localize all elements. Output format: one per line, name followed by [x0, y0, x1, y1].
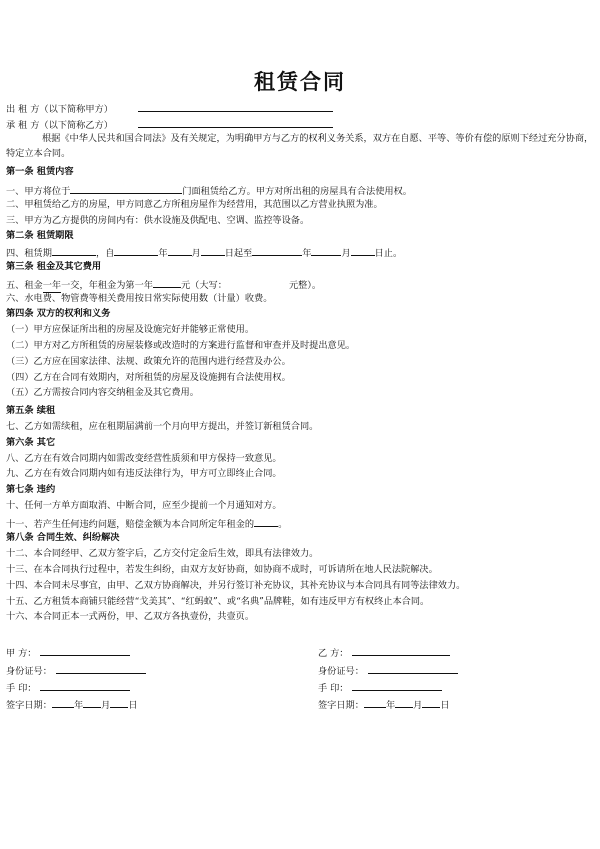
party-b-line: [318, 645, 450, 660]
start-year-blank[interactable]: [114, 245, 158, 256]
party-b-date-line: [318, 697, 450, 712]
start-month-label: 月: [191, 248, 201, 259]
party-b-seal-blank[interactable]: [352, 680, 442, 691]
party-b-year-blank[interactable]: [364, 697, 386, 708]
party-b-month-label: 月: [413, 700, 423, 711]
penalty-ratio-blank[interactable]: [254, 516, 278, 527]
payment-cycle-value: 一年: [42, 280, 62, 291]
right-item-1: （一）甲方应保证所出租的房屋及设施完好并能够正常使用。: [6, 324, 255, 335]
party-a-id-label: 身份证号：: [6, 666, 52, 677]
party-a-month-label: 月: [101, 700, 111, 711]
preamble: 根据《中华人民共和国合同法》及有关规定，为明确甲方与乙方的权利义务关系，双方在自愿、平等、等价有偿的原则下经过充分协商，特定立本合同。: [6, 133, 594, 159]
article-6-title: 第六条 其它: [6, 437, 56, 448]
party-a-date-label: 签字日期：: [6, 700, 52, 711]
party-a-month-blank[interactable]: [83, 697, 101, 708]
start-day-label: 日起至: [224, 248, 253, 259]
right-item-5: （五）乙方需按合同内容交纳租金及其它费用。: [6, 387, 199, 398]
end-month-label: 月: [341, 248, 351, 259]
shop-location-blank[interactable]: [70, 183, 182, 194]
clause-6: 六、水电费、物管费等相关费用按日常实际使用数（计量）收费。: [6, 293, 273, 304]
party-b-label: 乙 方：: [318, 648, 349, 659]
party-a-day-label: 日: [128, 700, 138, 711]
end-day-label: 日止。: [374, 248, 403, 259]
clause-1-text-a: 一、甲方将位于: [6, 186, 71, 197]
party-a-name-blank[interactable]: [40, 645, 130, 656]
term-label: 四、租赁期: [6, 248, 52, 259]
clause-1: [6, 183, 412, 198]
clause-7: 七、乙方如需续租，应在租期届满前一个月向甲方提出，并签订新租赁合同。: [6, 421, 319, 432]
lessor-line: [6, 101, 333, 116]
clause-2: 二、甲租赁给乙方的房屋，甲方同意乙方所租房屋作为经营用，其范围以乙方营业执照为准。: [6, 199, 383, 210]
clause-9: 九、乙方在有效合同期内如有违反法律行为，甲方可立即终止合同。: [6, 468, 282, 479]
rent-amount-blank[interactable]: [153, 277, 181, 288]
rent-amount-label: 一交，年租金为第一年: [61, 280, 153, 291]
end-month-blank[interactable]: [311, 245, 341, 256]
party-a-day-blank[interactable]: [110, 697, 128, 708]
article-4-title: 第四条 双方的权利和义务: [6, 308, 111, 319]
right-item-3: （三）乙方应在国家法律、法规、政策允许的范围内进行经营及办公。: [6, 356, 291, 367]
article-3-title: 第三条 租金及其它费用: [6, 261, 102, 272]
lessor-label: 出 租 方（以下简称甲方）: [6, 104, 113, 115]
term-from-label: ，自: [95, 248, 115, 259]
party-b-month-blank[interactable]: [395, 697, 413, 708]
rent-label: 五、租金: [6, 280, 43, 291]
clause-12: 十二、本合同经甲、乙双方签字后，乙方交付定金后生效，即具有法律效力。: [6, 548, 319, 559]
party-a-seal-line: [6, 680, 130, 695]
start-day-blank[interactable]: [201, 245, 225, 256]
clause-14: 十四、本合同未尽事宜，由甲、乙双方协商解决，并另行签订补充协议，其补充协议与本合同具有同等法律效力。: [6, 580, 466, 591]
party-b-id-line: [318, 663, 458, 678]
party-b-year-label: 年: [385, 700, 396, 711]
clause-11-text: 十一、若产生任何违约问题，赔偿金额为本合同所定年租金的: [6, 519, 255, 530]
article-5-title: 第五条 续租: [6, 405, 56, 416]
clause-1-text-b: 门面租赁给乙方。甲方对所出租的房屋具有合法使用权。: [182, 186, 412, 197]
party-a-year-blank[interactable]: [52, 697, 74, 708]
article-1-title: 第一条 租赁内容: [6, 166, 74, 177]
clause-15: 十五、乙方租赁本商铺只能经营“戈美其”、“红蚂蚁”、或“名典”品牌鞋，如有违反甲方有权终止本合同。: [6, 596, 430, 607]
start-year-label: 年: [158, 248, 168, 259]
rent-capital-label: 元（大写：: [181, 280, 227, 291]
clause-8: 八、乙方在有效合同期内如需改变经营性质须和甲方保持一致意见。: [6, 453, 282, 464]
clause-4: [6, 245, 402, 260]
lessee-line: [6, 117, 333, 132]
clause-3: 三、甲方为乙方提供的房间内有：供水设施及供配电、空调、监控等设备。: [6, 215, 310, 226]
clause-11-end: 。: [278, 519, 288, 530]
party-a-id-line: [6, 663, 146, 678]
clause-16: 十六、本合同正本一式两份，甲、乙双方各执壹份，共壹页。: [6, 611, 255, 622]
start-month-blank[interactable]: [168, 245, 192, 256]
right-item-4: （四）乙方在合同有效期内，对所租赁的房屋及设施拥有合法使用权。: [6, 372, 291, 383]
lessor-blank[interactable]: [138, 101, 333, 112]
party-b-seal-line: [318, 680, 442, 695]
party-b-date-label: 签字日期：: [318, 700, 364, 711]
end-day-blank[interactable]: [351, 245, 375, 256]
party-a-seal-blank[interactable]: [40, 680, 130, 691]
party-b-id-blank[interactable]: [368, 663, 458, 674]
end-year-blank[interactable]: [252, 245, 302, 256]
lessee-blank[interactable]: [138, 117, 333, 128]
article-8-title: 第八条 合同生效、纠纷解决: [6, 532, 120, 543]
clause-11: [6, 516, 287, 531]
term-blank[interactable]: [52, 245, 96, 256]
party-b-seal-label: 手 印：: [318, 683, 349, 694]
party-b-day-label: 日: [440, 700, 450, 711]
party-b-name-blank[interactable]: [352, 645, 450, 656]
party-a-year-label: 年: [73, 700, 84, 711]
end-year-label: 年: [302, 248, 312, 259]
party-a-line: [6, 645, 130, 660]
rent-capital-end: 元整）。: [288, 280, 322, 291]
clause-10: 十、任何一方单方面取消、中断合同，应至少提前一个月通知对方。: [6, 500, 282, 511]
lessee-label: 承 租 方（以下简称乙方）: [6, 120, 113, 131]
party-b-id-label: 身份证号：: [318, 666, 364, 677]
clause-13: 十三、在本合同执行过程中，若发生纠纷，由双方友好协商，如协商不成时，可诉请所在地人民法院解决。: [6, 564, 438, 575]
article-2-title: 第二条 租赁期限: [6, 230, 74, 241]
article-7-title: 第七条 违约: [6, 484, 56, 495]
party-a-seal-label: 手 印：: [6, 683, 37, 694]
party-a-id-blank[interactable]: [56, 663, 146, 674]
party-a-label: 甲 方：: [6, 648, 37, 659]
party-a-date-line: [6, 697, 138, 712]
party-b-day-blank[interactable]: [422, 697, 440, 708]
right-item-2: （二）甲方对乙方所租赁的房屋装修或改造时的方案进行监督和审查并及时提出意见。: [6, 340, 356, 351]
page-title: 租赁合同: [254, 69, 346, 94]
clause-5: [6, 277, 321, 293]
